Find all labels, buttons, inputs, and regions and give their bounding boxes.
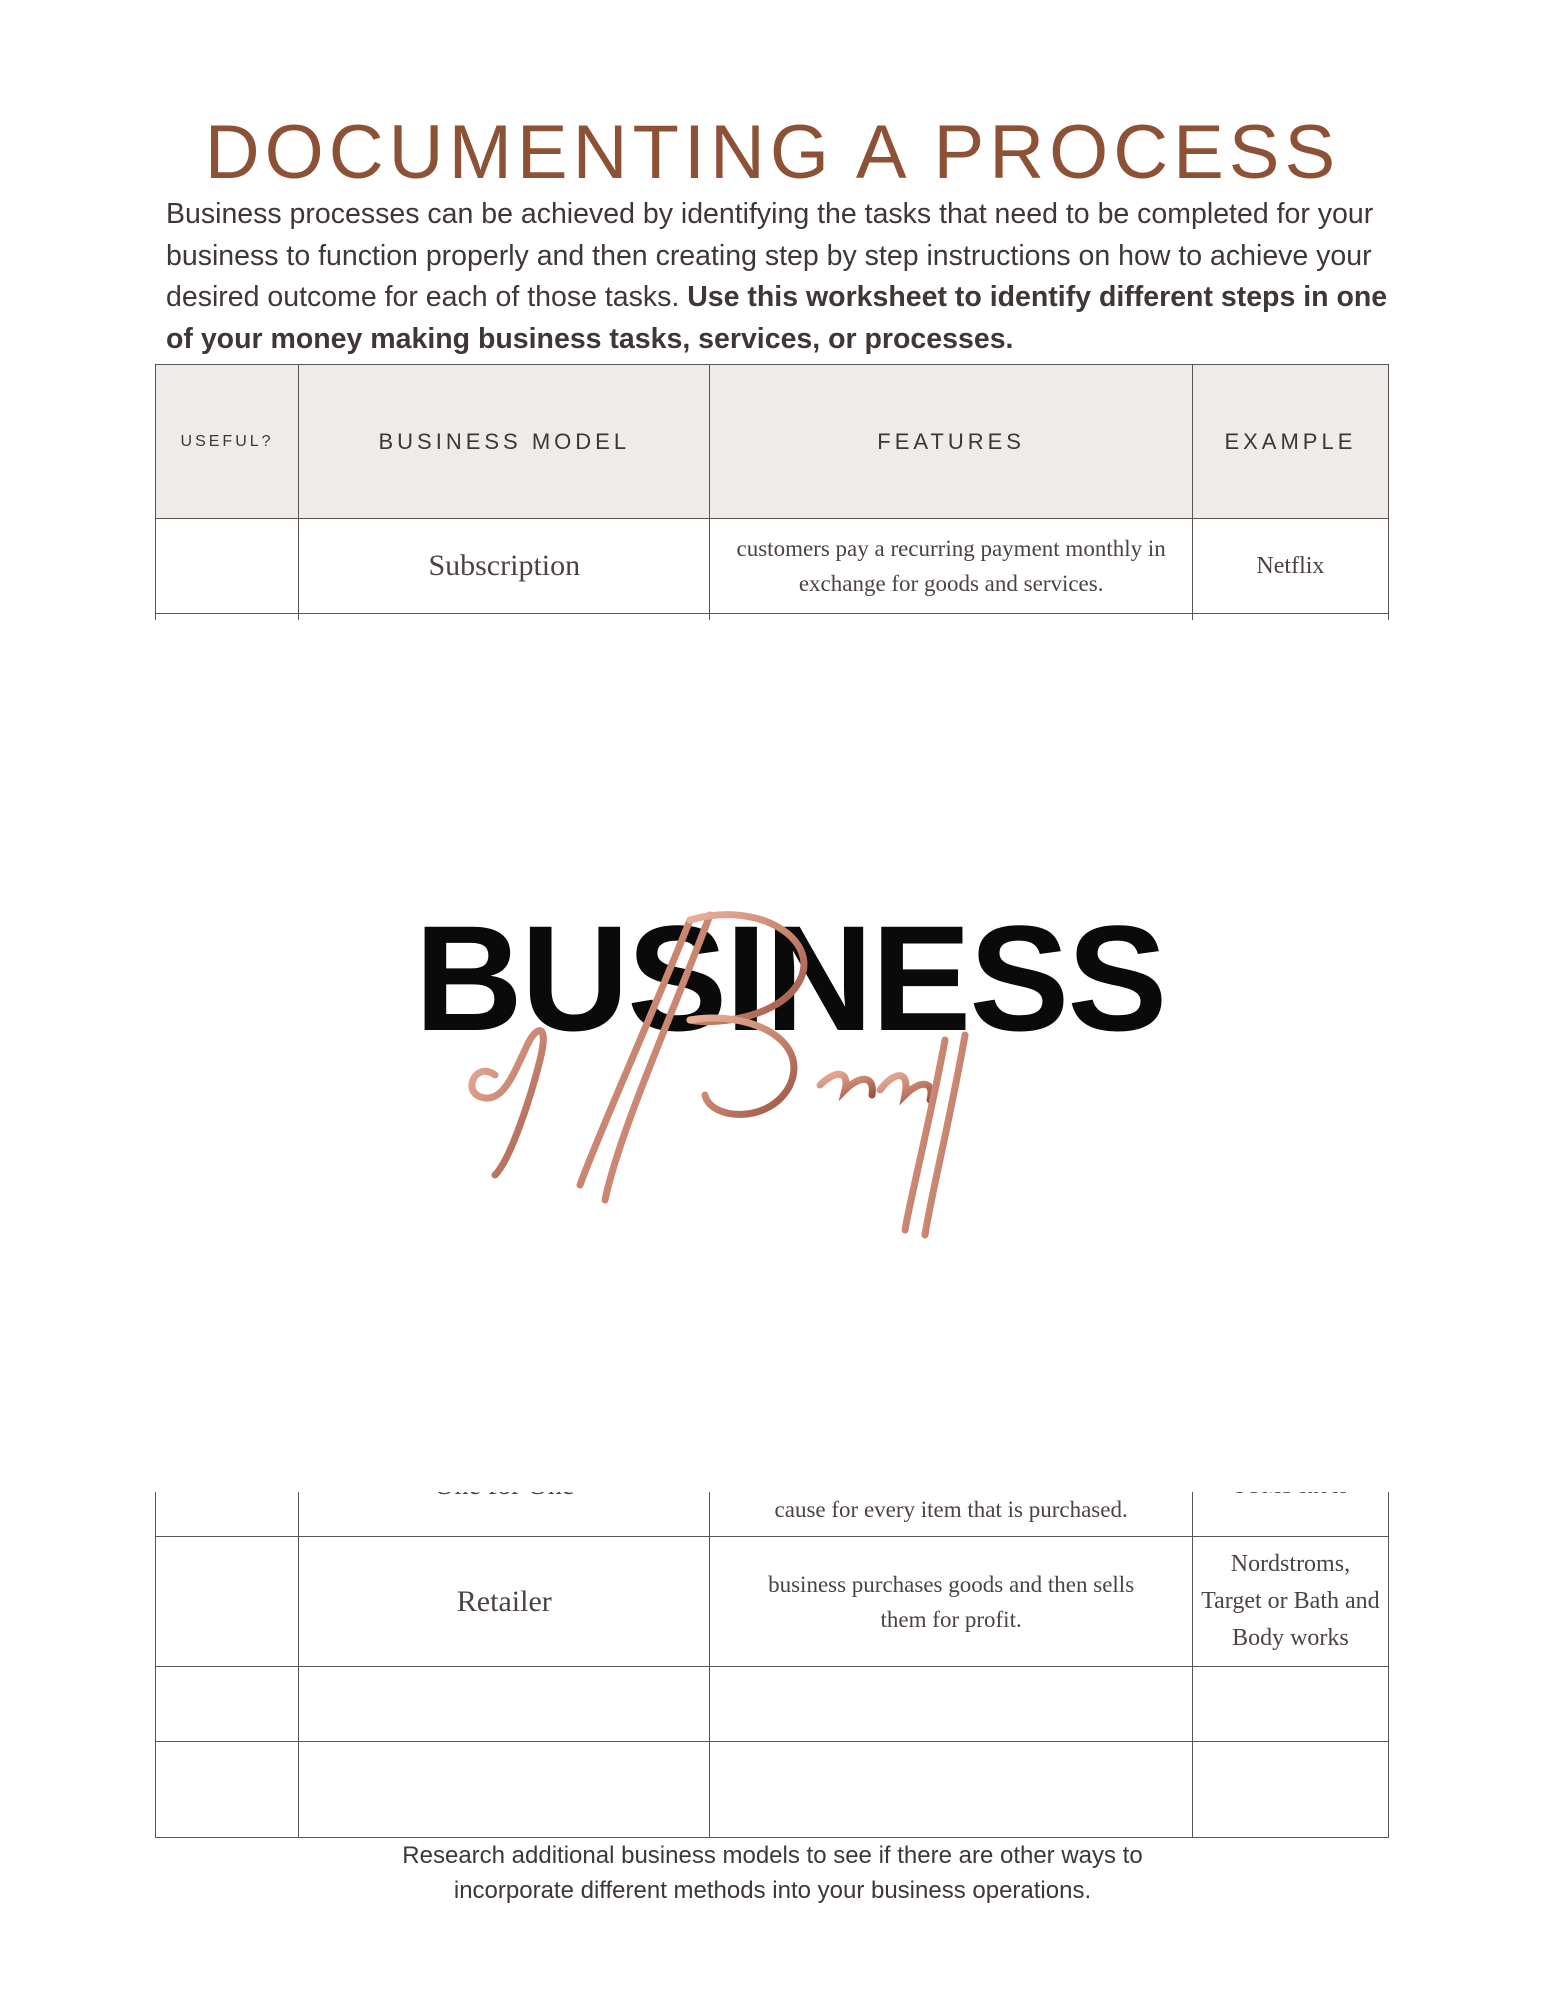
footer-line-2: incorporate different methods into your business operations.	[453, 1877, 1092, 1904]
intro-paragraph	[166, 194, 1396, 360]
example-cell: Nordstroms, Target or Bath and Body works	[1192, 1537, 1388, 1667]
page-title: DOCUMENTING A PROCESS	[204, 110, 1341, 195]
example-cell[interactable]	[1192, 1667, 1388, 1742]
header-features: FEATURES	[710, 365, 1192, 519]
table-row-empty	[156, 1742, 1389, 1838]
table-row	[156, 519, 1389, 614]
useful-cell[interactable]	[156, 1667, 299, 1742]
model-cell[interactable]	[299, 1742, 710, 1838]
intro-text: Business processes can be achieved by identifying the tasks that need to be completed for your business to function properly and then creating step by step instructions on how to achieve your desired outcome for each of those tasks.	[166, 198, 1374, 313]
intro-emphasis: Use this worksheet to identify different steps in one of your money making business tasks, services, or processes.	[166, 281, 1388, 355]
header-business-model: BUSINESS MODEL	[299, 365, 710, 519]
business-model-table-lower	[155, 1476, 1389, 1838]
useful-cell[interactable]	[156, 519, 299, 614]
example-cell: Netflix	[1192, 519, 1388, 614]
model-cell[interactable]	[299, 1667, 710, 1742]
header-example: EXAMPLE	[1192, 365, 1388, 519]
features-cell: business purchases goods and then sells them for profit.	[710, 1537, 1192, 1667]
table-row	[156, 1537, 1389, 1667]
features-cell[interactable]	[710, 1667, 1192, 1742]
footer-line-1: Research additional business models to see if there are other ways to	[402, 1842, 1143, 1869]
business-model-table	[155, 364, 1389, 620]
footer-note	[0, 1838, 1545, 1908]
features-cell: cause for every item that is purchased.	[774, 1497, 1128, 1522]
business-of-beauty-logo	[390, 900, 1190, 1260]
model-cell: Subscription	[299, 519, 710, 614]
header-useful: USEFUL?	[156, 365, 299, 519]
table-header-row	[156, 365, 1389, 519]
features-cell: customers pay a recurring payment monthly in exchange for goods and services.	[710, 519, 1192, 614]
model-cell: Retailer	[299, 1537, 710, 1667]
features-cell[interactable]	[710, 1742, 1192, 1838]
useful-cell[interactable]	[156, 1742, 299, 1838]
table-row-empty	[156, 1667, 1389, 1742]
logo-word: BUSINESS	[414, 900, 1166, 1062]
example-cell[interactable]	[1192, 1742, 1388, 1838]
useful-cell[interactable]	[156, 1537, 299, 1667]
